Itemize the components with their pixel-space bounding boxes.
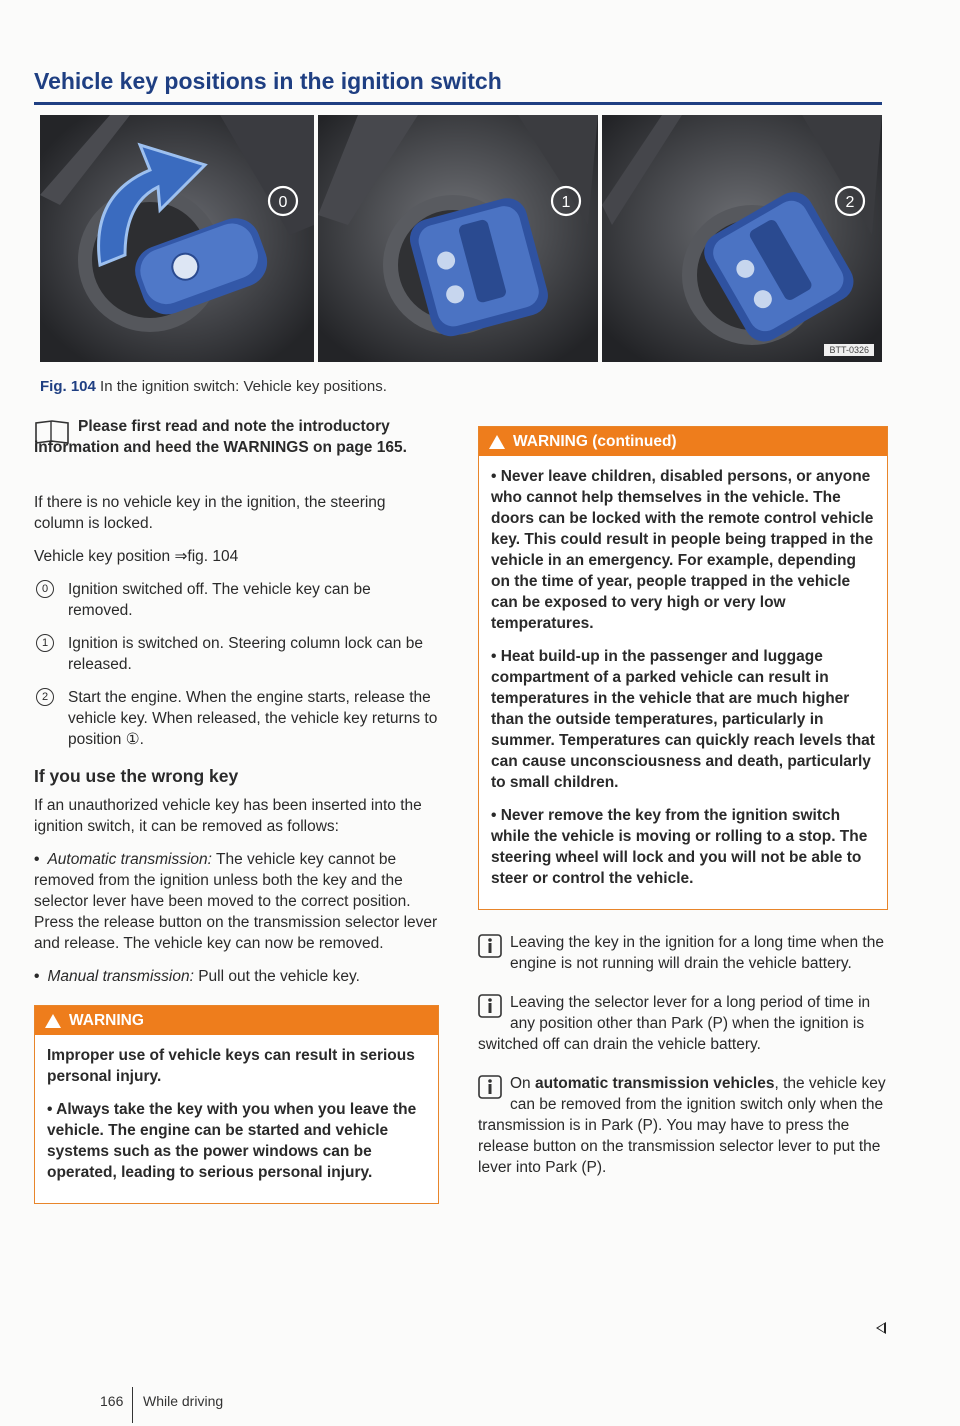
section-heading: If you use the wrong key <box>34 766 239 786</box>
figure-code: BTT-0326 <box>824 344 874 356</box>
bullet-manual: • Manual transmission: Pull out the vehicle key. <box>34 968 360 985</box>
position-number: 2 <box>36 688 54 706</box>
note-text-bold: automatic transmission vehicles <box>534 1075 775 1092</box>
right-column <box>478 426 888 1196</box>
info-icon <box>478 934 502 958</box>
warning-bullet-text: Never leave children, disabled persons, or anyone who cannot help themselves in the vehicle. The doors can be locked with the remote control vehicle key. This could result in people being trapped in the vehicle in an emergency. For example, depending on the time of year, people trapped in the vehicle can be exposed to very high or very low temperatures. <box>491 468 874 632</box>
warning-triangle-icon <box>45 1014 61 1028</box>
bullet-label: Automatic transmission: <box>47 851 212 868</box>
photo-position-1 <box>318 115 598 362</box>
position-number: 0 <box>36 580 54 598</box>
warning-bullet: • Heat build-up in the passenger and luggage compartment of a parked vehicle can result in temperatures in the vehicle that are much higher than the outside temperatures, particularly in summer. Temperatures can quickly reach levels that can cause unconsciousness and death, particularly to small children. <box>491 648 875 791</box>
note-text: Leaving the key in the ignition for a long time when the engine is not running will drain the vehicle battery. <box>510 934 884 972</box>
bullet-text: The vehicle key cannot be removed from the ignition unless both the key and the selector lever have been moved to the correct position. Press the release button on the transmission selector lever and release. The vehicle key can now be removed. <box>34 851 438 952</box>
warning-continued-title: WARNING (continued) <box>513 433 677 450</box>
warning-bullet: • Never leave children, disabled persons, or anyone who cannot help themselves in the vehicle. The doors can be locked with the remote control vehicle key. This could result in people being trapped in the vehicle in an emergency. For example, depending on the time of year, people trapped in the vehicle can be exposed to very high or very low temperatures. <box>491 468 874 632</box>
note-battery-lever <box>478 992 888 1055</box>
warning-continued-header <box>479 427 887 456</box>
section-name: While driving <box>143 1393 224 1409</box>
note-battery-key <box>478 932 888 974</box>
position-number: 1 <box>36 634 54 652</box>
figure-photos <box>40 115 882 362</box>
warning-bullet-text: Never remove the key from the ignition switch while the vehicle is moving or rolling to a stop. The steering wheel will lock and you will not be able to steer or control the vehicle. <box>491 807 868 887</box>
note-automatic <box>478 1073 888 1178</box>
caption-text: In the ignition switch: Vehicle key positions. <box>100 378 387 395</box>
note-text: , the vehicle key can be removed from the ignition switch only when the transmission is in Park (P). You may have to press the release button on the transmission selector lever to put the lever into Park (P). <box>478 1075 886 1176</box>
warning-bullet: • Never remove the key from the ignition switch while the vehicle is moving or rolling to a stop. The steering wheel will lock and you will not be able to steer or control the vehicle. <box>491 807 868 887</box>
note-text: Leaving the selector lever for a long period of time in any position other than Park (P) when the ignition is switched off can drain the vehicle battery. <box>478 994 871 1053</box>
title-rule <box>34 102 882 105</box>
warning-continued-box <box>478 426 888 910</box>
position-item-2 <box>34 687 439 750</box>
page-title: Vehicle key positions in the ignition switch <box>34 68 502 94</box>
info-icon <box>478 994 502 1018</box>
position-0-label: 0 <box>278 194 288 211</box>
position-item-0 <box>34 579 439 621</box>
warning-triangle-icon <box>489 435 505 449</box>
intro-text: Please first read and note the introductory information and heed the WARNINGS on page 165. <box>34 418 407 456</box>
left-column <box>34 492 439 1204</box>
warning-bullet-text: Heat build-up in the passenger and luggage compartment of a parked vehicle can result in temperatures in the vehicle that are much higher than the outside temperatures, particularly in summer. Temperatures can quickly reach levels that can cause unconsciousness and death, particularly to small children. <box>491 648 875 791</box>
photo-position-2 <box>602 115 882 362</box>
footer-divider <box>132 1387 133 1423</box>
warning-text: Improper use of vehicle keys can result in serious personal injury. <box>47 1047 415 1085</box>
position-1-label: 1 <box>561 194 571 211</box>
position-text: Ignition is switched on. Steering column lock can be released. <box>68 635 423 673</box>
position-text: Ignition switched off. The vehicle key can be removed. <box>68 581 371 619</box>
paragraph-key-position: Vehicle key position ⇒fig. 104 <box>34 548 239 565</box>
paragraph-steering-lock: If there is no vehicle key in the ignition, the steering column is locked. <box>34 494 386 532</box>
warning-continued-body <box>479 456 887 909</box>
position-2-label: 2 <box>845 194 855 211</box>
position-text: Start the engine. When the engine starts, release the vehicle key. When released, the vehicle key returns to position ①. <box>68 689 438 748</box>
warning-header <box>35 1006 438 1035</box>
warning-body <box>35 1035 438 1203</box>
warning-bullet: • Always take the key with you when you leave the vehicle. The engine can be started and vehicle systems such as the power windows can be operated, leading to serious personal injury. <box>47 1101 417 1181</box>
note-text-prefix: On <box>510 1075 535 1092</box>
caption-fig-number: Fig. 104 <box>40 378 96 395</box>
warning-box <box>34 1005 439 1204</box>
page-number: 166 <box>100 1393 124 1409</box>
info-icon <box>478 1075 502 1099</box>
warning-bullet-text: Always take the key with you when you leave the vehicle. The engine can be started and vehicle systems such as the power windows can be operated, leading to serious personal injury. <box>47 1101 417 1181</box>
paragraph-wrong-key: If an unauthorized vehicle key has been inserted into the ignition switch, it can be removed as follows: <box>34 797 422 835</box>
warning-title: WARNING <box>69 1012 144 1029</box>
bullet-automatic: • Automatic transmission: The vehicle key cannot be removed from the ignition unless both the key and the selector lever have been moved to the correct position. Press the release button on the transmission selector lever and release. The vehicle key can now be removed. <box>34 851 438 952</box>
position-item-1 <box>34 633 439 675</box>
photo-position-0 <box>40 115 314 362</box>
bullet-text: Pull out the vehicle key. <box>193 968 360 985</box>
figure-caption <box>40 378 387 395</box>
end-of-section-icon <box>876 1322 886 1334</box>
bullet-label: Manual transmission: <box>47 968 194 985</box>
